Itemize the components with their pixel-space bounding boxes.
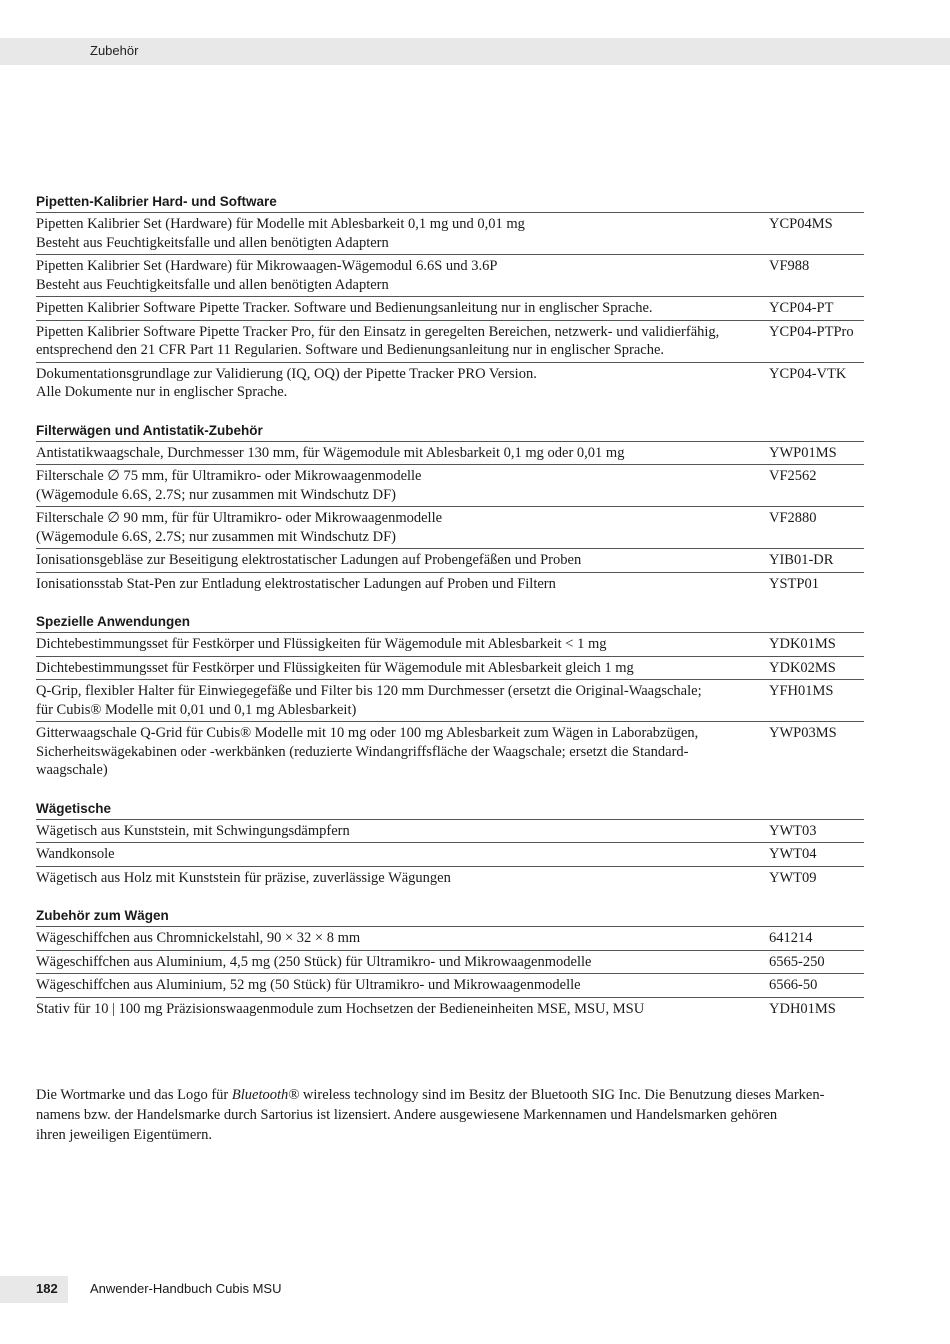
order-number: YWT09 [769, 869, 817, 886]
order-number: YDK01MS [769, 636, 836, 652]
order-number: YDH01MS [769, 1000, 836, 1017]
order-number: YCP04-PTPro [769, 323, 854, 340]
item-description: Stativ für 10 | 100 mg Präzisionswaagenmodule zum Hochsetzen der Bedieneinheiten MSE, MSU, MSU [36, 1000, 645, 1017]
section-title: Zubehör zum Wägen [36, 906, 864, 927]
item-description: Filterschale ∅ 75 mm, für Ultramikro- oder Mikrowaagenmodelle (Wägemodule 6.6S, 2.7S; nur zusammen mit Windschutz DF) [36, 468, 422, 503]
table-row [36, 297, 864, 321]
footnote-text-after: wireless technology sind im Besitz der Bluetooth SIG Inc. Die Benutzung dieses Marken- namens bzw. der Handelsmarke durch Sartorius ist lizensiert. Andere ausgewiesene Markennamen und Handelsmarken gehören ihren jeweiligen Eigentümern. [36, 1087, 825, 1143]
item-description: Dokumentationsgrundlage zur Validierung (IQ, OQ) der Pipette Tracker PRO Version. Alle Dokumente nur in englischer Sprache. [36, 365, 537, 400]
table-row [36, 820, 864, 844]
item-description: Pipetten Kalibrier Software Pipette Tracker. Software und Bedienungsanleitung nur in englischer Sprache. [36, 300, 653, 316]
footnote-brand: Bluetooth® [231, 1087, 300, 1103]
item-description: Wandkonsole [36, 846, 115, 862]
item-description: Filterschale ∅ 90 mm, für für Ultramikro- oder Mikrowaagenmodelle (Wägemodule 6.6S, 2.7S; nur zusammen mit Windschutz DF) [36, 510, 443, 545]
header-bar [0, 38, 950, 65]
item-description: Ionisationsgebläse zur Beseitigung elektrostatischer Ladungen auf Probengefäßen und Proben [36, 552, 582, 568]
item-description: Dichtebestimmungsset für Festkörper und Flüssigkeiten für Wägemodule mit Ablesbarkeit < 1 mg [36, 636, 607, 652]
table-row [36, 255, 864, 297]
table-row [36, 657, 864, 681]
item-description: Wägeschiffchen aus Aluminium, 4,5 mg (250 Stück) für Ultramikro- und Mikrowaagenmodelle [36, 953, 592, 970]
item-description: Dichtebestimmungsset für Festkörper und Flüssigkeiten für Wägemodule mit Ablesbarkeit gleich 1 mg [36, 659, 634, 676]
item-description: Wägetisch aus Kunststein, mit Schwingungsdämpfern [36, 822, 350, 839]
table-row [36, 974, 864, 998]
order-number: VF988 [769, 258, 810, 274]
order-number: YSTP01 [769, 575, 819, 592]
table-row [36, 507, 864, 549]
order-number: YCP04MS [769, 216, 833, 232]
table-row [36, 442, 864, 466]
table-row [36, 951, 864, 975]
table-row [36, 998, 864, 1021]
section-title: Pipetten-Kalibrier Hard- und Software [36, 192, 864, 213]
table-row [36, 633, 864, 657]
table-row [36, 680, 864, 722]
table-row [36, 867, 864, 890]
order-number: YWP01MS [769, 444, 837, 461]
order-number: 641214 [769, 930, 813, 946]
order-number: 6566-50 [769, 977, 818, 993]
item-description: Wägeschiffchen aus Aluminium, 52 mg (50 Stück) für Ultramikro- und Mikrowaagenmodelle [36, 977, 581, 993]
item-description: Q-Grip, flexibler Halter für Einwiegegefäße und Filter bis 120 mm Durchmesser (ersetzt die Original-Waagschale; für Cubis® Modelle mit 0,01 und 0,1 mg Ablesbarkeit) [36, 683, 702, 718]
accessory-list [36, 192, 864, 1037]
page-number-box [0, 1276, 68, 1303]
table-row [36, 549, 864, 573]
page-number: 182 [36, 1281, 58, 1296]
table-row [36, 363, 864, 404]
table-row [36, 465, 864, 507]
section [36, 906, 864, 1020]
table-row [36, 927, 864, 951]
item-description: Wägeschiffchen aus Chromnickelstahl, 90 × 32 × 8 mm [36, 930, 361, 946]
item-description: Antistatikwaagschale, Durchmesser 130 mm, für Wägemodule mit Ablesbarkeit 0,1 mg oder 0,01 mg [36, 444, 625, 461]
order-number: 6565-250 [769, 953, 825, 970]
section-title: Filterwägen und Antistatik-Zubehör [36, 421, 864, 442]
order-number: YWT03 [769, 822, 817, 839]
order-number: VF2562 [769, 468, 817, 484]
section [36, 421, 864, 596]
order-number: YWP03MS [769, 725, 837, 741]
item-description: Pipetten Kalibrier Set (Hardware) für Mikrowaagen-Wägemodul 6.6S und 3.6P Besteht aus Feuchtigkeitsfalle und allen benötigten Adaptern [36, 258, 498, 293]
table-row [36, 573, 864, 596]
item-description: Pipetten Kalibrier Software Pipette Tracker Pro, für den Einsatz in geregelten Bereichen, netzwerk- und validierfähig, entsprechend den 21 CFR Part 11 Regularien. Software und Bedienungsanleitung nur in englischer Sprache. [36, 323, 720, 358]
order-number: YFH01MS [769, 683, 834, 699]
item-description: Wägetisch aus Holz mit Kunststein für präzise, zuverlässige Wägungen [36, 869, 451, 886]
header-title: Zubehör [90, 43, 139, 58]
table-row [36, 321, 864, 363]
order-number: YDK02MS [769, 659, 836, 676]
section [36, 192, 864, 404]
section [36, 799, 864, 890]
item-description: Ionisationsstab Stat-Pen zur Entladung elektrostatischer Ladungen auf Proben und Filtern [36, 575, 556, 592]
footer-title: Anwender-Handbuch Cubis MSU [90, 1281, 282, 1296]
order-number: YWT04 [769, 846, 817, 862]
section [36, 612, 864, 782]
table-row [36, 722, 864, 782]
table-row [36, 843, 864, 867]
table-row [36, 213, 864, 255]
trademark-footnote [36, 1085, 866, 1145]
section-title: Spezielle Anwendungen [36, 612, 864, 633]
order-number: VF2880 [769, 510, 817, 526]
section-title: Wägetische [36, 799, 864, 820]
order-number: YCP04-PT [769, 300, 834, 316]
order-number: YIB01-DR [769, 552, 834, 568]
footnote-text-before: Die Wortmarke und das Logo für [36, 1087, 232, 1103]
order-number: YCP04-VTK [769, 365, 847, 382]
item-description: Pipetten Kalibrier Set (Hardware) für Modelle mit Ablesbarkeit 0,1 mg und 0,01 mg Besteht aus Feuchtigkeitsfalle und allen benötigten Adaptern [36, 216, 525, 251]
item-description: Gitterwaagschale Q-Grid für Cubis® Modelle mit 10 mg oder 100 mg Ablesbarkeit zum Wägen in Laborabzügen, Sicherheitswägekabinen oder -werkbänken (reduzierte Windangriffsfläche der Waagschale; ersetzt die Standard- waagschale) [36, 725, 699, 778]
